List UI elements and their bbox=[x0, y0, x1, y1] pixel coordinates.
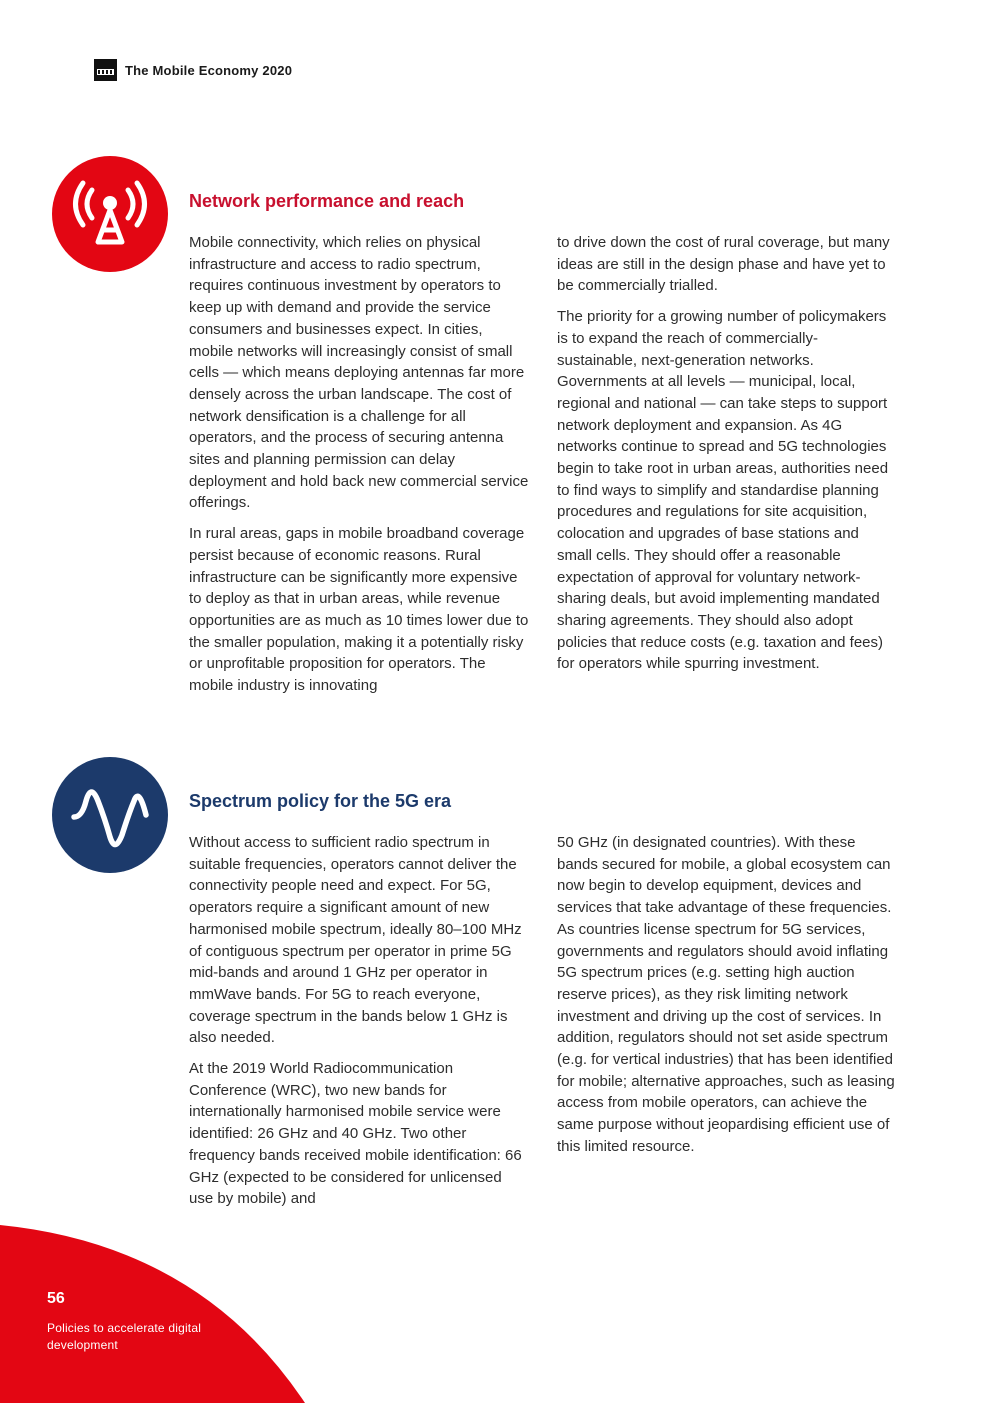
section-title-network: Network performance and reach bbox=[189, 191, 465, 211]
network-left-column bbox=[189, 232, 529, 706]
spectrum-left-column bbox=[189, 832, 529, 1219]
section-title-spectrum: Spectrum policy for the 5G era bbox=[189, 791, 452, 811]
footer-section-name: Policies to accelerate digital development bbox=[47, 1321, 202, 1352]
paragraph: The priority for a growing number of policymakers is to expand the reach of commercially-sustainable, next-generation networks. Governments at all levels — municipal, local, regional and national — can take steps to support network deployment and expansion. As 4G networks continue to spread and 5G technologies begin to take root in urban areas, authorities need to find ways to simplify and standardise planning procedures and regulations for site acquisition, colocation and upgrades of base stations and small cells. They should offer a reasonable expectation of approval for voluntary network-sharing deals, but avoid implementing mandated sharing agreements. They should also adopt policies that reduce costs (e.g. taxation and fees) for operators while spurring investment. bbox=[557, 308, 889, 673]
paragraph: In rural areas, gaps in mobile broadband coverage persist because of economic reasons. Rural infrastructure can be significantly more expensive to deploy as that in urban areas, while revenue opportunities are as much as 10 times lower due to the smaller population, making it a potentially risky or unprofitable proposition for operators. The mobile industry is innovating bbox=[189, 525, 529, 695]
paragraph: Without access to sufficient radio spectrum in suitable frequencies, operators cannot deliver the connectivity people need and expect. For 5G, operators require a significant amount of new harmonised mobile spectrum, ideally 80–100 MHz of contiguous spectrum per operator in prime 5G mid-bands and around 1 GHz per operator in mmWave bands. For 5G to reach everyone, coverage spectrum in the bands below 1 GHz is also needed. bbox=[189, 834, 522, 1047]
document-title: The Mobile Economy 2020 bbox=[125, 62, 293, 78]
paragraph: to drive down the cost of rural coverage, but many ideas are still in the design phase and have yet to be commercially trialled. bbox=[557, 234, 890, 295]
spectrum-right-column bbox=[557, 832, 897, 1167]
antenna-tower-icon bbox=[52, 156, 168, 272]
page-number: 56 bbox=[47, 1290, 65, 1307]
paragraph: At the 2019 World Radiocommunication Conference (WRC), two new bands for internationally harmonised mobile service were identified: 26 GHz and 40 GHz. Two other frequency bands received mobile identification: 66 GHz (expected to be considered for unlicensed use by mobile) and bbox=[189, 1060, 522, 1208]
paragraph: 50 GHz (in designated countries). With these bands secured for mobile, a global ecosystem can now begin to develop equipment, devices and services that take advantage of these frequencies. As countries license spectrum for 5G services, governments and regulators should avoid inflating 5G spectrum prices (e.g. setting high auction reserve prices), as they risk limiting network investment and driving up the cost of services. In addition, regulators should not set aside spectrum (e.g. for vertical industries) that has been identified for mobile; alternative approaches, such as leasing access from mobile operators, can achieve the same purpose without jeopardising efficient use of this limited resource. bbox=[557, 834, 895, 1155]
gsma-logo-icon bbox=[94, 59, 117, 81]
footer-red-shape bbox=[0, 1225, 310, 1403]
page-header bbox=[94, 59, 292, 81]
network-right-column bbox=[557, 232, 897, 684]
paragraph: Mobile connectivity, which relies on physical infrastructure and access to radio spectrum, requires continuous investment by operators to keep up with demand and provide the service consumers and businesses expect. In cities, mobile networks will increasingly consist of small cells — which means deploying antennas far more densely across the urban landscape. The cost of network densification is a challenge for all operators, and the process of securing antenna sites and planning permission can delay deployment and hold back new commercial service offerings. bbox=[189, 234, 529, 512]
sine-wave-icon bbox=[52, 757, 168, 873]
